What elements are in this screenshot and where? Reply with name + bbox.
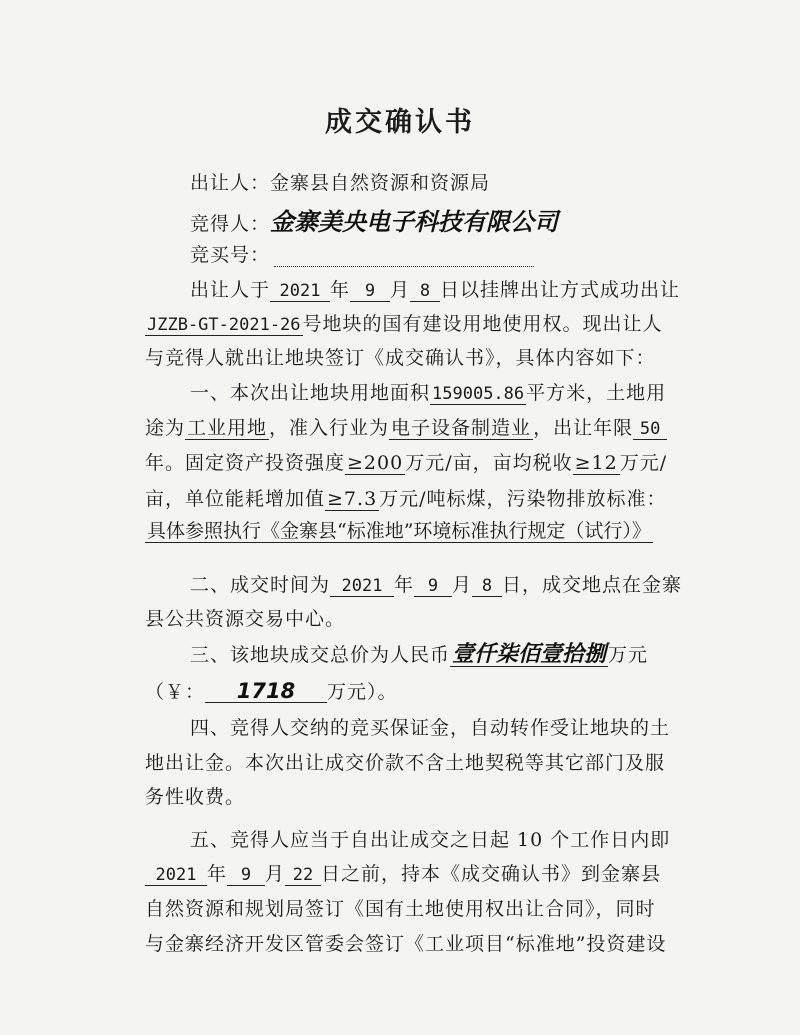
intro-line-1 (190, 275, 680, 302)
item1-line-4 (145, 484, 667, 511)
item1-line-3 (145, 448, 667, 475)
intro-day: 8 (410, 283, 440, 302)
intro-nian: 年 (330, 279, 351, 301)
bid-number-value (274, 252, 534, 267)
deadline-day: 22 (285, 867, 321, 886)
item2-text-b: 日，成交地点在金寨 (502, 574, 683, 596)
item1-text-a: 一、本次出让地块用地面积 (190, 382, 431, 404)
amount-figure: 1718 (205, 680, 327, 703)
item2-text-a: 二、成交时间为 (190, 574, 331, 596)
item5-line-2 (145, 859, 661, 886)
deal-year: 2021 (330, 578, 394, 597)
intro-year: 2021 (270, 283, 330, 302)
energy-value: ≥7.3 (327, 488, 378, 510)
item1-text-c: 途为 (145, 417, 186, 439)
document-title: 成交确认书 (325, 107, 475, 138)
item1-text-d: ，准入行业为 (269, 417, 390, 439)
land-use: 工业用地 (187, 417, 268, 439)
item1-line-1 (190, 378, 666, 405)
item3-text-a: 三、该地块成交总价为人民币 (190, 644, 451, 666)
item2-line-1 (190, 570, 682, 597)
item2-yue: 月 (452, 574, 473, 596)
item4-line-1: 四、竞得人交纳的竞买保证金，自动转作受让地块的土 (190, 717, 671, 739)
item1-text-e: ，出让年限 (533, 417, 634, 439)
item1-text-j: 万元/吨标煤，污染物排放标准： (379, 488, 667, 510)
item5-nian: 年 (207, 863, 228, 885)
deadline-month: 9 (227, 867, 265, 886)
intro-text: 出让人于 (190, 279, 271, 301)
intro-ri: 日以挂牌出让方式成功出让 (440, 279, 681, 301)
item1-text-h: 万元/ (619, 452, 668, 474)
intro-line-2 (145, 309, 663, 336)
bidder-row (190, 202, 558, 237)
parcel-number: JZZB-GT-2021-26 (147, 315, 301, 335)
lease-years: 50 (633, 421, 667, 440)
tax-per-mu: ≥12 (574, 452, 618, 474)
intro-line-3: 与竞得人就出让地块签订《成交确认书》，具体内容如下： (145, 347, 656, 369)
item4-line-3: 务性收费。 (145, 786, 246, 808)
item1-line-2 (145, 413, 667, 440)
item3-line-1 (190, 640, 648, 667)
item1-text-f: 年。固定资产投资强度 (145, 452, 346, 474)
item3-text-c1: （￥： (145, 681, 206, 703)
transferor-value: 金寨县自然资源和资源局 (270, 172, 491, 194)
bid-number-label: 竞买号： (190, 244, 271, 266)
amount-in-words: 壹仟柒佰壹拾捌 (452, 642, 607, 667)
bidder-label: 竞得人： (190, 213, 271, 235)
item1-text-i: 亩，单位能耗增加值 (145, 488, 326, 510)
item5-line-4: 与金寨经济开发区管委会签订《工业项目“标准地”投资建设 (145, 933, 667, 955)
deal-month: 9 (414, 578, 452, 597)
land-area: 159005.86 (432, 384, 525, 404)
item4-line-2: 地出让金。本次出让成交价款不含土地契税等其它部门及服 (145, 752, 666, 774)
item1-text-g: 万元/亩，亩均税收 (405, 452, 573, 474)
emission-standard: 具体参照执行《金寨县“标准地”环境标准执行规定（试行）》 (147, 520, 651, 542)
transferor-row (190, 168, 490, 195)
deal-day: 8 (472, 578, 502, 597)
transferor-label: 出让人： (190, 172, 271, 194)
item5-yue: 月 (265, 863, 286, 885)
intro-month: 9 (350, 283, 390, 302)
item3-line-2 (145, 677, 398, 704)
deadline-year: 2021 (145, 867, 207, 886)
intro-yue: 月 (390, 279, 411, 301)
item5-text-b: 日之前，持本《成交确认书》到金寨县 (321, 863, 662, 885)
invest-intensity: ≥200 (347, 452, 404, 474)
item3-text-b: 万元 (608, 644, 649, 666)
item2-line-2: 县公共资源交易中心。 (145, 608, 346, 630)
intro-text-2: 号地块的国有建设用地使用权。现出让人 (302, 313, 663, 335)
item5-line-3: 自然资源和规划局签订《国有土地使用权出让合同》，同时 (145, 898, 656, 920)
item3-text-c2: 万元）。 (327, 681, 398, 703)
item1-text-b: 平方米，土地用 (526, 382, 667, 404)
bidder-signature: 金寨美央电子科技有限公司 (270, 208, 559, 236)
bid-number-row (190, 240, 534, 267)
industry: 电子设备制造业 (391, 417, 532, 439)
item2-nian: 年 (394, 574, 415, 596)
item1-line-5 (145, 520, 653, 543)
item5-line-1: 五、竞得人应当于自出让成交之日起 10 个工作日内即 (190, 829, 671, 851)
